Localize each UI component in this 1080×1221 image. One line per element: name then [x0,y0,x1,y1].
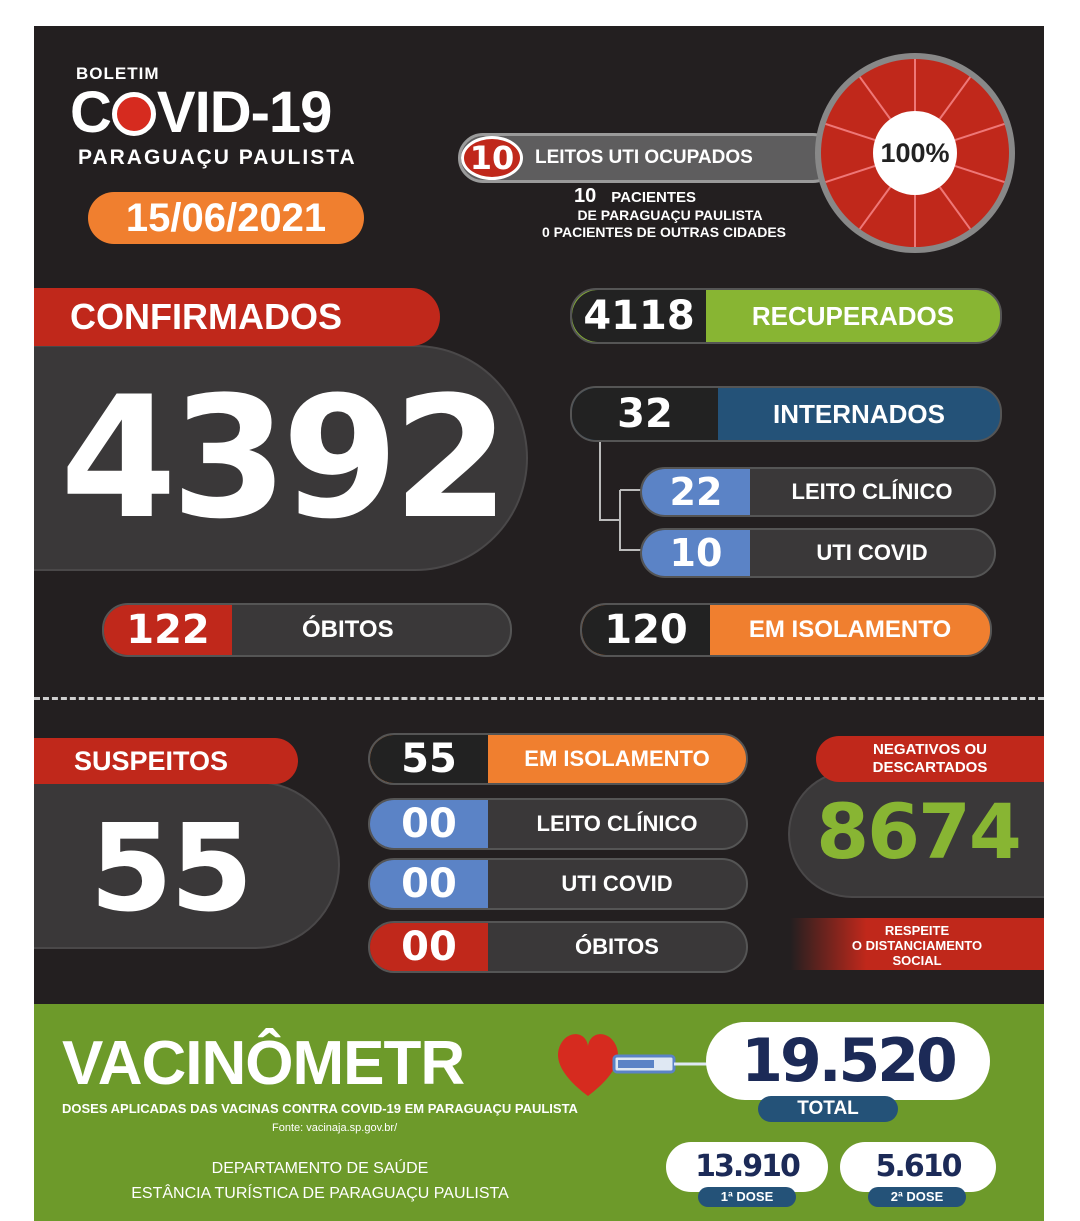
boletim-label: BOLETIM [76,64,160,83]
suspeitos-isolamento-pill [368,733,748,785]
virus-icon [112,92,156,136]
uti-pacientes-line2: DE PARAGUAÇU PAULISTA [577,207,763,223]
suspeitos-obitos-pill [368,921,748,973]
recuperados-pill [570,288,1002,344]
department-line-2: ESTÂNCIA TURÍSTICA DE PARAGUAÇU PAULISTA [131,1185,509,1202]
suspeitos-leito-pill [368,798,748,850]
section-divider [34,697,1044,700]
negativos-label-1: NEGATIVOS OU [873,741,987,758]
uti-pacientes-line3: 0 PACIENTES DE OUTRAS CIDADES [542,224,786,240]
suspeitos-leito-label: LEITO CLÍNICO [536,811,698,836]
suspeitos-obitos-value: 00 [370,923,488,971]
uti-covid-pill [640,528,996,578]
uti-ocupados-label: LEITOS UTI OCUPADOS [535,147,753,168]
vacina-total-value: 19.520 [706,1022,990,1100]
suspeitos-leito-value: 00 [370,800,488,848]
vacina-dose1-label: 1ª DOSE [698,1187,796,1207]
connector-line [600,442,646,550]
vacina-dose2-value: 5.610 [840,1142,996,1192]
vacinometro-title: VACINÔMETR [62,1029,465,1098]
isolamento-label: EM ISOLAMENTO [748,616,952,643]
covid-title [70,80,331,146]
uti-pacientes-num: 10 [574,185,597,207]
confirmados-value: 4392 [60,360,504,556]
respeite-line-3: SOCIAL [892,953,942,968]
vacina-dose2-label: 2ª DOSE [868,1187,966,1207]
negativos-label [816,736,1044,782]
recuperados-label: RECUPERADOS [751,300,955,331]
suspeitos-isolamento-label: EM ISOLAMENTO [524,746,710,771]
uti-pacientes-line1 [574,185,696,208]
uti-covid-value: 10 [642,530,750,576]
covid-title-rest: VID-19 [156,80,332,145]
suspeitos-obitos-label: ÓBITOS [575,934,659,959]
internados-label: INTERNADOS [773,398,945,429]
heart-syringe-icon [552,1026,712,1100]
isolamento-pill [580,603,992,657]
respeite-line-1: RESPEITE [884,923,950,938]
vacinometro-subtitle: DOSES APLICADAS DAS VACINAS CONTRA COVID-19 EM PARAGUAÇU PAULISTA [62,1101,578,1116]
recuperados-value: 4118 [572,290,706,342]
suspeitos-uti-pill [368,858,748,910]
internados-pill [570,386,1002,442]
syringe-fluid [618,1060,654,1068]
suspeitos-uti-value: 00 [370,860,488,908]
respeite-banner [790,918,1044,970]
suspeitos-uti-label: UTI COVID [561,871,673,896]
vacina-total-label: TOTAL [758,1096,898,1122]
vacinometro-fonte: Fonte: vacinaja.sp.gov.br/ [272,1122,398,1134]
department-line-1: DEPARTAMENTO DE SAÚDE [211,1160,429,1177]
suspeitos-label: SUSPEITOS [34,738,298,784]
date-badge: 15/06/2021 [88,192,364,244]
negativos-label-2: DESCARTADOS [872,759,988,776]
covid-title-c: C [70,80,111,145]
heart-shape [558,1034,618,1096]
obitos-value: 122 [104,605,232,655]
leito-clinico-pill [640,467,996,517]
suspeitos-isolamento-value: 55 [370,735,488,783]
negativos-value: 8674 [816,787,1020,876]
leito-clinico-value: 22 [642,469,750,515]
confirmados-label: CONFIRMADOS [34,288,440,346]
gauge-percent-label: 100% [880,138,950,168]
uti-pacientes-text: PACIENTES [611,189,696,206]
suspeitos-value: 55 [89,800,251,939]
uti-occupancy-gauge [812,50,1018,256]
uti-covid-label: UTI COVID [816,540,928,565]
uti-ocupados-pill [458,133,838,183]
obitos-label: ÓBITOS [302,616,394,643]
vacina-dose1-value: 13.910 [666,1142,828,1192]
leito-clinico-label: LEITO CLÍNICO [791,479,953,504]
isolamento-value: 120 [582,605,710,655]
respeite-line-2: O DISTANCIAMENTO [851,938,983,953]
internados-value: 32 [572,388,718,440]
uti-ocupados-count: 10 [461,136,523,180]
city-label: PARAGUAÇU PAULISTA [78,146,357,169]
obitos-pill [102,603,512,657]
